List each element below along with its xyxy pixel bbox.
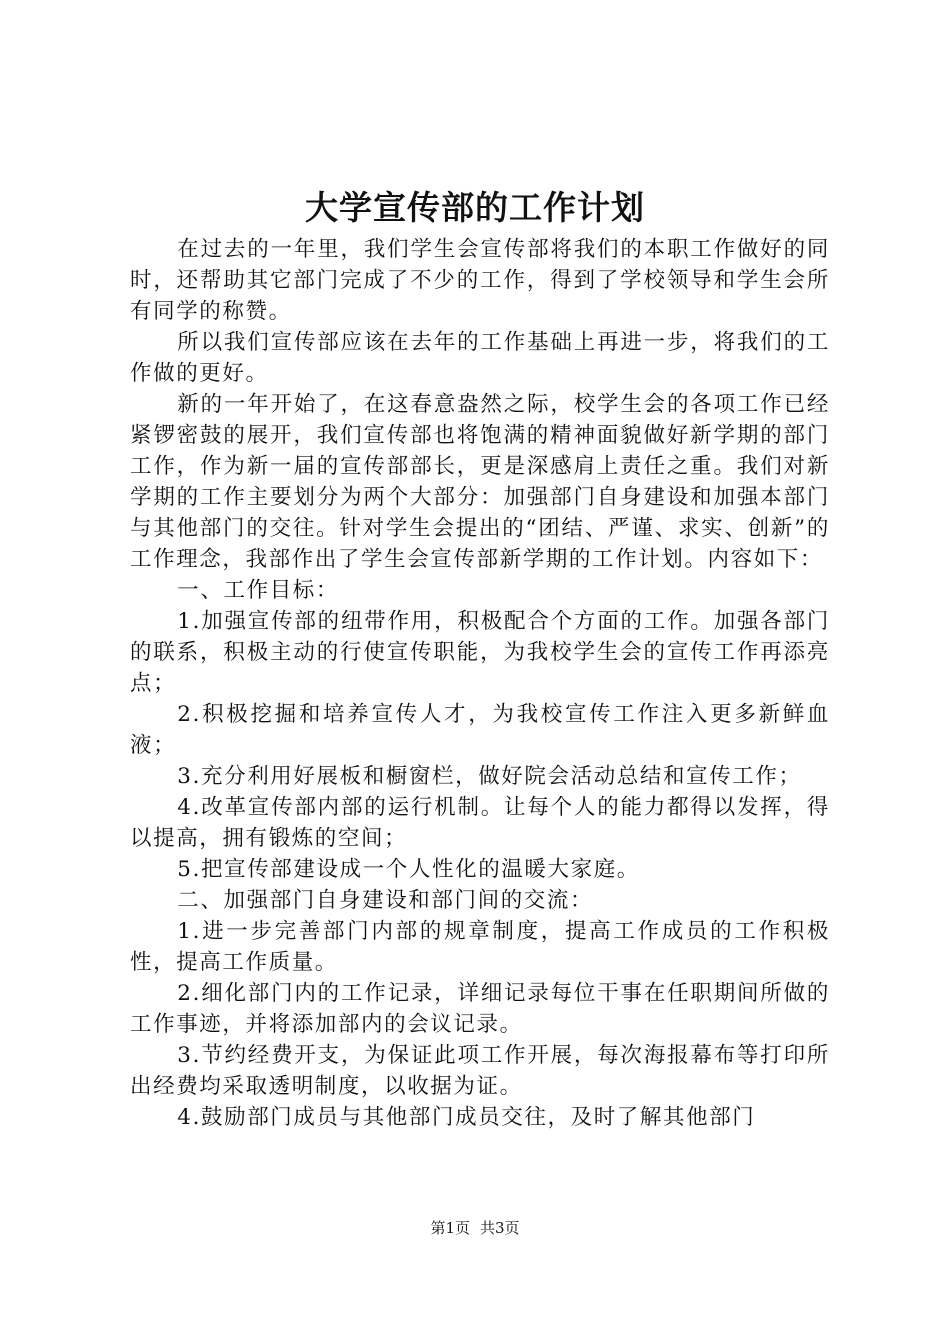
list-item: 4.改革宣传部内部的运行机制。让每个人的能力都得以发挥，得以提高，拥有锻炼的空间；	[130, 795, 830, 851]
page-footer	[0, 1217, 950, 1239]
paragraph: 新的一年开始了，在这春意盎然之际，校学生会的各项工作已经紧锣密鼓的展开，我们宣传部也将饱满的精神面貌做好新学期的部门工作，作为新一届的宣传部部长，更是深感肩上责任之重。我们对新学期的工作主要划分为两个大部分：加强部门自身建设和加强本部门与其他部门的交往。针对学生会提出的“团结、严谨、求实、创新”的工作理念，我部作出了学生会宣传部新学期的工作计划。内容如下：	[130, 392, 830, 572]
document-title: 大学宣传部的工作计划	[305, 188, 645, 227]
list-item: 1.加强宣传部的纽带作用，积极配合个方面的工作。加强各部门的联系，积极主动的行使宣传职能，为我校学生会的宣传工作再添亮点；	[130, 609, 830, 696]
list-item: 2.细化部门内的工作记录，详细记录每位干事在任职期间所做的工作事迹，并将添加部内的会议记录。	[130, 981, 830, 1037]
document-body	[130, 234, 830, 1133]
list-item: 4.鼓励部门成员与其他部门成员交往，及时了解其他部门	[177, 1105, 756, 1130]
paragraph: 在过去的一年里，我们学生会宣传部将我们的本职工作做好的同时，还帮助其它部门完成了不少的工作，得到了学校领导和学生会所有同学的称赞。	[130, 237, 830, 324]
section-heading: 一、工作目标：	[177, 578, 339, 603]
section-heading: 二、加强部门自身建设和部门间的交流：	[177, 888, 594, 913]
list-item: 2.积极挖掘和培养宣传人才，为我校宣传工作注入更多新鲜血液；	[130, 702, 830, 758]
paragraph: 所以我们宣传部应该在去年的工作基础上再进一步，将我们的工作做的更好。	[130, 330, 830, 386]
page-total: 共3页	[480, 1219, 520, 1237]
page-number: 第1页	[430, 1219, 470, 1237]
list-item: 3.充分利用好展板和橱窗栏，做好院会活动总结和宣传工作；	[177, 764, 802, 789]
list-item: 5.把宣传部建设成一个人性化的温暖大家庭。	[177, 857, 640, 882]
list-item: 1.进一步完善部门内部的规章制度，提高工作成员的工作积极性，提高工作质量。	[130, 919, 830, 975]
list-item: 3.节约经费开支，为保证此项工作开展，每次海报幕布等打印所出经费均采取透明制度，以收据为证。	[130, 1043, 830, 1099]
